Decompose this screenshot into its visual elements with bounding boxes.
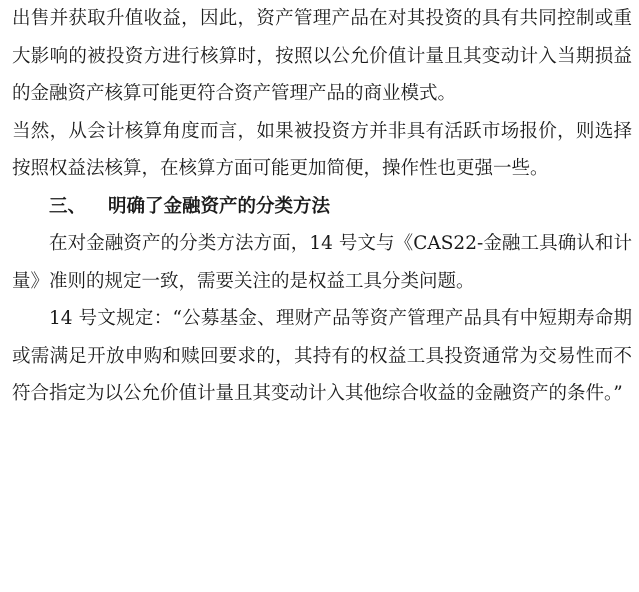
paragraph-continuation: 出售并获取升值收益，因此，资产管理产品在对其投资的具有共同控制或重大影响的被投资方进行核算时，按照以公允价值计量且其变动计入当期损益的金融资产核算可能更符合资产管理产品的商业模式。 xyxy=(12,8,632,104)
paragraph-accounting-note: 当然，从会计核算角度而言，如果被投资方并非具有活跃市场报价，则选择按照权益法核算，在核算方面可能更加简便，操作性也更强一些。 xyxy=(12,120,632,179)
section-heading xyxy=(12,188,632,226)
paragraph-document-14-rule: 14 号文规定：“公募基金、理财产品等资产管理产品具有中短期寿命期或需满足开放申购和赎回要求的，其持有的权益工具投资通常为交易性而不符合指定为以公允价值计量且其变动计入其他综合收益的金融资产的条件。” xyxy=(12,308,632,404)
section-title: 明确了金融资产的分类方法 xyxy=(108,195,331,217)
section-number: 三、 xyxy=(49,195,87,217)
document-body xyxy=(12,0,632,413)
paragraph-classification-method: 在对金融资产的分类方法方面，14 号文与《CAS22-金融工具确认和计量》准则的规定一致，需要关注的是权益工具分类问题。 xyxy=(12,233,632,292)
